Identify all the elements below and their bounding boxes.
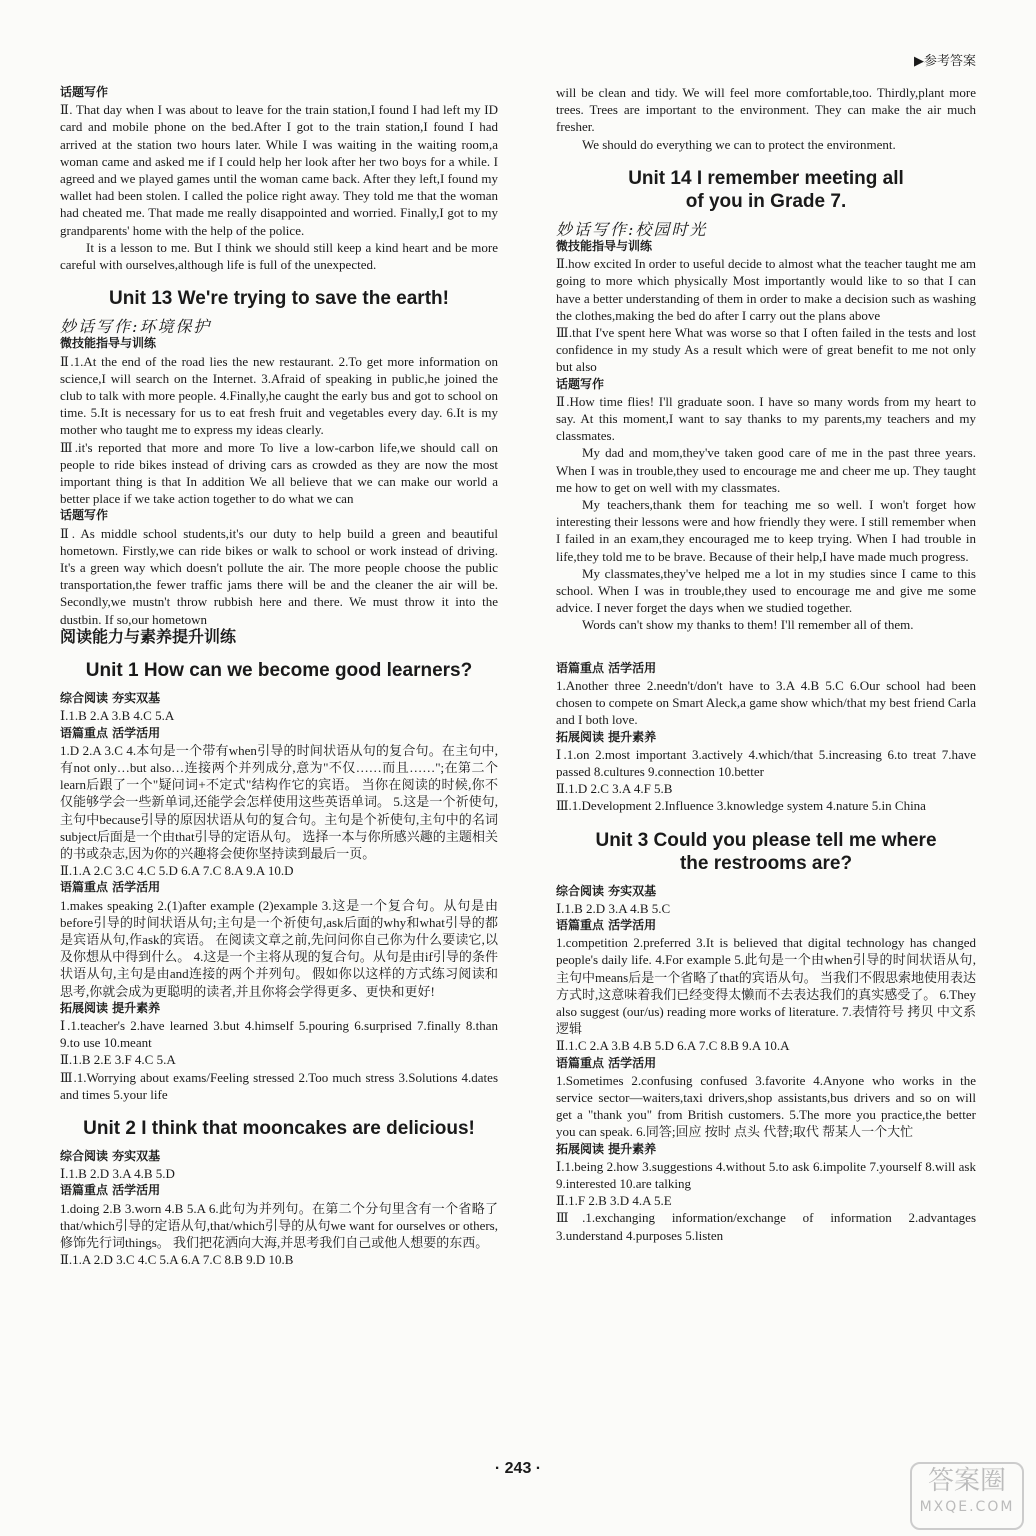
answer-paragraph: Ⅰ.1.B 2.A 3.B 4.C 5.A: [60, 708, 175, 724]
section-heading: 拓展阅读 提升素养: [556, 729, 657, 744]
answer-paragraph: 1.competition 2.preferred 3.It is believed that digital technology has changed people's daily life. 4.For example 5.此句是一个由when引导的时间状语从句,主句中means后是一个省略了that的宾语从句。 当我们不假思索地使用表达方式时,这意味着我们已经变得太懒而不去表达我们的真实感受了。 6.They also suggest (our/us) reading more works of literature. 7.表情符号 拷贝 中文系 逻辑: [556, 935, 976, 1037]
watermark-logo: [910, 1462, 1024, 1530]
answer-paragraph: Ⅰ.1.B 2.D 3.A 4.B 5.D: [60, 1166, 175, 1182]
left-column: [60, 84, 498, 1268]
answer-paragraph: Ⅱ.1.F 2.B 3.D 4.A 5.E: [556, 1193, 672, 1209]
section-heading: 微技能指导与训练: [556, 239, 653, 254]
unit-title-line: the restrooms are?: [679, 852, 853, 874]
unit-title-line: Unit 1 How can we become good learners?: [85, 660, 473, 682]
topic-title: 妙话写作:校园时光: [556, 219, 708, 239]
topic-title: 妙话写作:环境保护: [60, 317, 212, 337]
section-heading: 话题写作: [556, 376, 605, 391]
answer-paragraph: My teachers,thank them for teaching me so well. I won't forget how interesting their lessons were and how friendly they were. I still remember when I failed in an exam,they encouraged me to keep trying. When I had trouble in life,they told me to be brave. Because of their help,I have made much progress.: [556, 497, 976, 564]
answer-paragraph: Words can't show my thanks to them! I'll remember all of them.: [582, 617, 914, 633]
answer-paragraph: Ⅰ.1.teacher's 2.have learned 3.but 4.himself 5.pouring 6.surprised 7.finally 8.than 9.to use 10.meant: [60, 1017, 498, 1051]
answer-paragraph: Ⅲ.1.exchanging information/exchange of information 2.advantages 3.understand 4.purposes 5.listen: [556, 1210, 976, 1243]
unit-title: [60, 287, 498, 310]
section-heading: 拓展阅读 提升素养: [556, 1141, 657, 1156]
unit-title-line: Unit 14 I remember meeting all: [628, 167, 904, 189]
section-heading: 语篇重点 活学活用: [60, 880, 161, 895]
section-heading: 综合阅读 夯实双基: [60, 691, 161, 706]
answer-paragraph: Ⅱ. That day when I was about to leave for the train station,I found I had left my ID card and mobile phone on the bed.After I got to the train station,I found I had arrived at the station two hours later. While I was waiting in the waiting room,a woman came and asked me if I could help her look after her two boys for a while. I agreed and we played games until the woman came back. After they left,I found my wallet had been stolen. I called the police right away. They told me that the woman had cheated me. That made me really disappointed and worried. Finally,I got to my grandparents' home with the help of the police.: [60, 102, 498, 238]
section-heading: 综合阅读 夯实双基: [60, 1148, 161, 1163]
unit-title: [556, 167, 976, 213]
answer-paragraph: Ⅱ.1.At the end of the road lies the new restaurant. 2.To get more information on science,I will search on the Internet. 3.Afraid of speaking in public,he joined the club to talk with more people. 4.Finally,he caught the early bus and got to school on time. 5.It is necessary for us to eat fresh fruit and vegetables every day. 6.It is my mother who taught me to express my ideas clearly.: [60, 353, 498, 438]
answer-paragraph: Ⅰ.1.being 2.how 3.suggestions 4.without 5.to ask 6.impolite 7.yourself 8.will ask 9.interested 10.are talking: [556, 1158, 976, 1191]
answer-paragraph: will be clean and tidy. We will feel more comfortable,too. Thirdly,plant more trees. Trees are important to the environment. They can make the air much fresher.: [556, 85, 976, 135]
section-heading: 语篇重点 活学活用: [556, 660, 657, 675]
section-heading: 话题写作: [60, 508, 109, 523]
unit-title-line: Unit 13 We're trying to save the earth!: [109, 288, 449, 310]
answer-paragraph: Ⅲ.1.Development 2.Influence 3.knowledge system 4.nature 5.in China: [556, 798, 926, 814]
answer-paragraph: My classmates,they've helped me a lot in my studies since I came to this school. When I was in trouble,they used to encourage me and give me some advice. I never forget the days when we studied together.: [556, 565, 976, 616]
answer-paragraph: Ⅱ.1.C 2.A 3.B 4.B 5.D 6.A 7.C 8.B 9.A 10.A: [556, 1038, 790, 1054]
answer-paragraph: Ⅲ.it's reported that more and more To live a low-carbon life,we should call on people to ride bikes instead of driving cars as crowded as they are now the most important thing is that In addition We all believe that we can make our world a better place if we take action together to do what we can: [60, 439, 498, 507]
spacer: [556, 634, 976, 660]
unit-title: [60, 659, 498, 682]
answer-paragraph: It is a lesson to me. But I think we should still keep a kind heart and be more careful with ourselves,although life is full of the unexpected.: [60, 239, 498, 273]
part-heading: 阅读能力与素养提升训练: [60, 626, 237, 646]
answer-paragraph: Ⅲ.1.Worrying about exams/Feeling stressed 2.Too much stress 3.Solutions 4.dates and times 5.your life: [60, 1069, 498, 1102]
unit-title-line: of you in Grade 7.: [685, 190, 847, 212]
section-heading: 语篇重点 活学活用: [556, 917, 657, 932]
answer-paragraph: Ⅱ.1.B 2.E 3.F 4.C 5.A: [60, 1052, 176, 1068]
right-column: [556, 84, 976, 1244]
answer-paragraph: Ⅱ.how excited In order to useful decide to almost what the teacher taught me am going to more which physically Most importantly would like to so that I can have a better understanding of them in order to make a decision such as washing the clothes,making the bed do after I carry out the plans above: [556, 256, 976, 323]
answer-paragraph: My dad and mom,they've taken good care of me in the past three years. When I was in trouble,they used to encourage me and cheer me up. They taught me how to get on well with my classmates.: [556, 445, 976, 495]
answer-paragraph: 1.doing 2.B 3.worn 4.B 5.A 6.此句为并列句。在第二个分句里含有一个省略了that/which引导的定语从句,that/which引导的从句we want for ourselves or others,修饰先行词things。 我们把花洒向大海,并思考我们自己或他人想要的东西。: [60, 1200, 498, 1250]
page-number: · 243 ·: [494, 1460, 542, 1477]
unit-title-line: Unit 3 Could you please tell me where: [595, 829, 937, 851]
answer-paragraph: 1.Sometimes 2.confusing confused 3.favorite 4.Anyone who works in the service sector—waiters,taxi drivers,shop assistants,bus drivers and so on will get a "thank you" from British customers. 5.The more you practice,the better you can speak. 6.同答;回应 按时 点头 代替;取代 帮某人一个大忙: [556, 1072, 976, 1140]
unit-title: [60, 1117, 498, 1140]
answer-paragraph: Ⅰ.1.B 2.D 3.A 4.B 5.C: [556, 900, 671, 916]
watermark-url: MXQE.COM: [919, 1499, 1015, 1515]
section-heading: 拓展阅读 提升素养: [60, 1000, 161, 1015]
section-heading: 话题写作: [60, 85, 109, 99]
answer-paragraph: Ⅲ.that I've spent here What was worse so that I often failed in the tests and lost confidence in my study As a result which were of great benefit to me not only but also: [556, 325, 976, 375]
answer-paragraph: 1.makes speaking 2.(1)after example (2)example 3.这是一个复合句。从句是由before引导的时间状语从句;主句是一个祈使句,ask后面的why和what引导的都是宾语从句,作ask的宾语。 在阅读文章之前,先问问你自己你为什么要读它,以及你想从中得到什么。 4.这是一个主将从现的复合句。从句是由if引导的条件状语从句,主句是由and连接的两个并列句。 假如你以这样的方式练习阅读和思考,你就会成为更聪明的读者,并且你将会学得更多、更快和更好!: [60, 897, 498, 999]
unit-title: [556, 829, 976, 875]
answer-paragraph: Ⅰ.1.on 2.most important 3.actively 4.which/that 5.increasing 6.to treat 7.have passed 8.cultures 9.connection 10.better: [556, 746, 976, 779]
section-heading: 语篇重点 活学活用: [556, 1055, 657, 1070]
answer-paragraph: Ⅱ.1.D 2.C 3.A 4.F 5.B: [556, 781, 673, 797]
answer-paragraph: Ⅱ.1.A 2.D 3.C 4.C 5.A 6.A 7.C 8.B 9.D 10.B: [60, 1252, 294, 1268]
answer-paragraph: Ⅱ. As middle school students,it's our duty to help build a green and beautiful hometown. Firstly,we can ride bikes or walk to school or work instead of driving. It's a green way which doesn't pollute the air. The more people choose the public transportation,the fewer traffic jams there will be and the cleaner the air will be. Secondly,we mustn't throw rubbish here and there. We must throw it into the dustbin. If so,our hometown: [60, 525, 498, 627]
section-heading: 语篇重点 活学活用: [60, 1183, 161, 1198]
answer-paragraph: Ⅱ.1.A 2.C 3.C 4.C 5.D 6.A 7.C 8.A 9.A 10.D: [60, 863, 294, 879]
unit-title-line: Unit 2 I think that mooncakes are delicious!: [83, 1117, 475, 1139]
section-heading: 微技能指导与训练: [60, 336, 157, 351]
section-heading: 综合阅读 夯实双基: [556, 883, 657, 898]
answer-paragraph: We should do everything we can to protect the environment.: [582, 136, 896, 152]
section-header: ▶参考答案: [914, 54, 976, 69]
answer-paragraph: Ⅱ.How time flies! I'll graduate soon. I have so many words from my heart to say. At this moment,I want to say thanks to my parents,my teachers and my classmates.: [556, 393, 976, 444]
section-heading: 语篇重点 活学活用: [60, 725, 161, 740]
watermark-mark: 答案圈: [927, 1466, 1006, 1496]
answer-paragraph: 1.D 2.A 3.C 4.本句是一个带有when引导的时间状语从句的复合句。在主句中,有not only…but also…连接两个并列成分,意为"不仅……而且……";在第二个learn后跟了一个"疑问词+不定式"结构作它的宾语。 当你在阅读的时候,你不仅能够学会一些新单词,还能学会怎样使用这些英语单词。 5.这是一个祈使句,主句中because引导的原因状语从句的复合句。主句是个祈使句,主句中的名词subject后面是一个由that引导的定语从句。 选择一本与你所感兴趣的主题相关的书或杂志,因为你的兴趣将会使你坚持读到最后一页。: [60, 742, 498, 861]
answer-paragraph: 1.Another three 2.needn't/don't have to 3.A 4.B 5.C 6.Our school had been chosen to compete on Smart Aleck,a game show which/that my best friend Carla and I both love.: [556, 677, 976, 728]
